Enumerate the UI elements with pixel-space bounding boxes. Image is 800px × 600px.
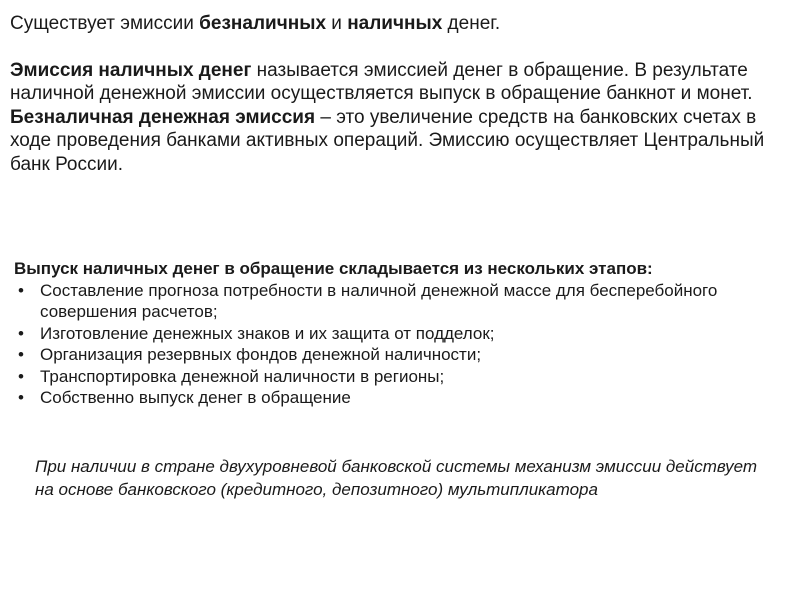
intro-pre: Существует эмиссии <box>10 13 200 34</box>
list-item <box>14 280 784 323</box>
bullet-icon: • <box>18 366 24 386</box>
multiplier-note <box>35 456 775 501</box>
list-item <box>14 387 784 409</box>
noncash-emission-text: – это увеличение средств на банковских счетах в ходе проведения банками активных операций. Эмиссию осуществляет Центральный банк России. <box>10 106 765 175</box>
spacer <box>10 36 790 59</box>
intro-bold-noncash: безналичных <box>199 13 327 34</box>
list-item-text: Транспортировка денежной наличности в регионы; <box>40 366 445 386</box>
cash-emission-definition <box>10 59 790 106</box>
intro-mid: и <box>326 13 348 34</box>
intro-bold-cash: наличных <box>347 13 443 34</box>
cash-emission-term: Эмиссия наличных денег <box>10 59 252 81</box>
stages-heading: Выпуск наличных денег в обращение складывается из нескольких этапов: <box>14 259 653 278</box>
list-item-text: Организация резервных фондов денежной наличности; <box>40 345 482 364</box>
list-item-text: Составление прогноза потребности в наличной денежной массе для бесперебойного совершения расчетов; <box>40 280 718 321</box>
list-item <box>14 323 784 345</box>
multiplier-note-text: При наличии в стране двухуровневой банковской системы механизм эмиссии действует на основе банковского (кредитного, депозитного) мультипликатора <box>35 457 758 499</box>
intro-post: денег. <box>442 13 501 34</box>
list-item-text: Изготовление денежных знаков и их защита от подделок; <box>40 323 495 343</box>
list-item-text: Собственно выпуск денег в обращение <box>40 388 351 407</box>
stages-block <box>14 258 784 409</box>
bullet-icon: • <box>18 323 24 343</box>
cash-emission-text: называется эмиссией денег в обращение. В результате наличной денежной эмиссии осуществляется выпуск в обращение банкнот и монет. <box>10 59 753 104</box>
bullet-icon: • <box>18 280 24 300</box>
intro-line <box>10 12 790 36</box>
list-item <box>14 344 784 366</box>
bullet-icon: • <box>18 345 24 364</box>
bullet-icon: • <box>18 388 24 407</box>
list-item <box>14 366 784 388</box>
noncash-emission-definition <box>10 106 790 177</box>
noncash-emission-term: Безналичная денежная эмиссия <box>10 106 316 128</box>
stages-list <box>14 280 784 409</box>
definitions-block <box>10 12 790 176</box>
